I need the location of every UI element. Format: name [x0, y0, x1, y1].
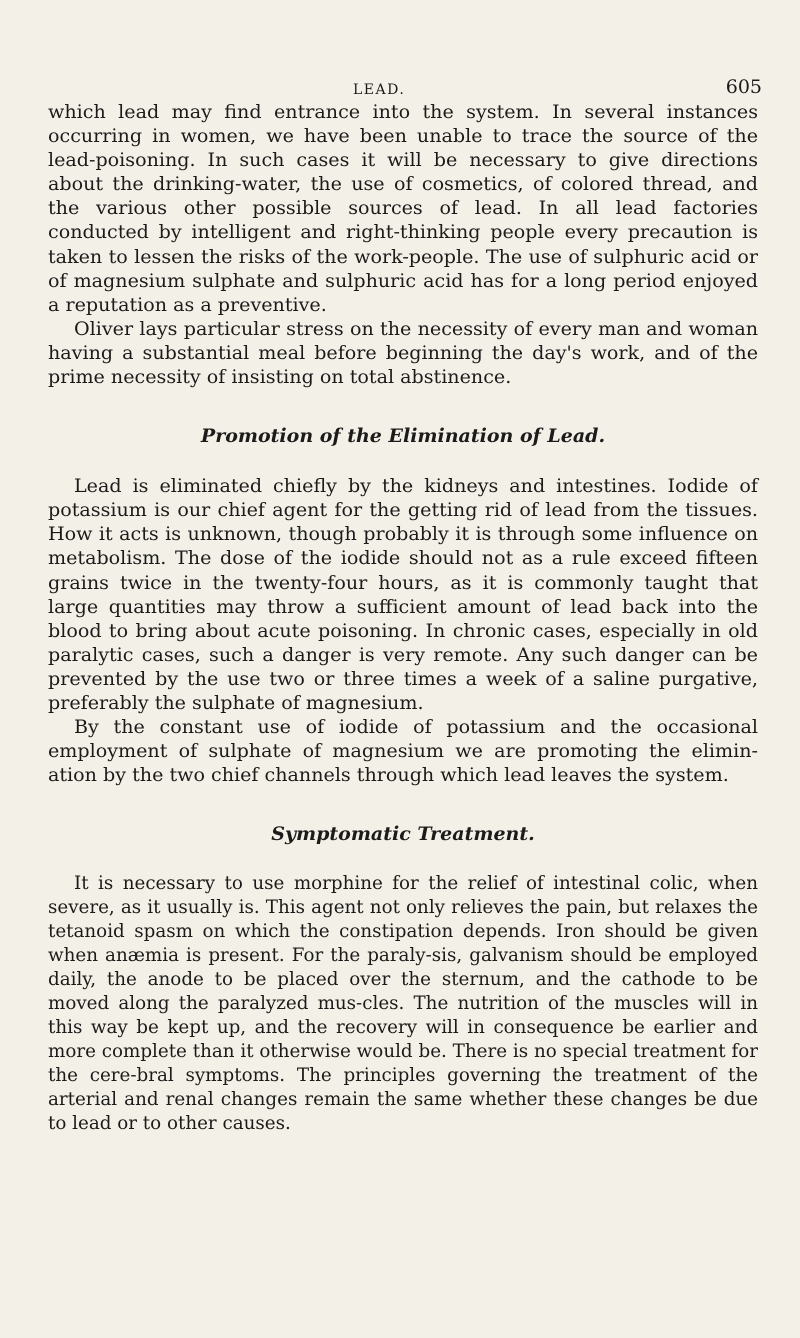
paragraph: Lead is eliminated chiefly by the kidneys and intestines. Iodide of potassium is our chief agent for the getting rid of lead from the tissues. How it acts is unknown, though probably it is through some influence on metabolism. The dose of the iodide should not as a rule exceed fifteen grains twice in the twenty-four hours, as it is commonly taught that large quantities may throw a sufficient amount of lead back into the blood to bring about acute poisoning. In chronic cases, especially in old paralytic cases, such a danger is very remote. Any such danger can be prevented by the use two or three times a week of a saline purgative, preferably the sulphate of magnesium. [48, 474, 758, 714]
running-title: LEAD. [353, 82, 406, 98]
section-heading: Symptomatic Treatment. [271, 823, 535, 846]
intro-text [48, 100, 758, 389]
paragraph: Oliver lays particular stress on the necessity of every man and woman having a substantial meal before beginning the day's work, and of the prime necessity of insisting on total abstinence. [48, 316, 758, 389]
running-header [48, 0, 762, 100]
paragraph: By the constant use of iodide of potassium and the occasional employment of sulphate of magnesium we are promoting the elimin-ation by the two chief channels through which lead leaves the system. [48, 715, 758, 787]
section-heading: Promotion of the Elimination of Lead. [200, 425, 606, 448]
section-symptomatic-treatment [48, 822, 758, 1136]
book-page [48, 0, 762, 1338]
paragraph: which lead may find entrance into the system. In several instances occurring in women, we have been unable to trace the source of the lead-poisoning. In such cases it will be necessary to give directions about the drinking-water, the use of cosmetics, of colored thread, and the various other possible sources of lead. In all lead factories conducted by intelligent and right-thinking people every precaution is taken to lessen the risks of the work-people. The use of sulphuric acid or of magnesium sulphate and sulphuric acid has for a long period enjoyed a reputation as a preventive. [48, 100, 758, 316]
section-elimination [48, 424, 758, 787]
page-number: 605 [725, 76, 762, 98]
paragraph: It is necessary to use morphine for the relief of intestinal colic, when severe, as it usually is. This agent not only relieves the pain, but relaxes the tetanoid spasm on which the constipation depends. Iron should be given when anæmia is present. For the paraly-sis, galvanism should be employed daily, the anode to be placed over the sternum, and the cathode to be moved along the paralyzed mus-cles. The nutrition of the muscles will in this way be kept up, and the recovery will in consequence be earlier and more complete than it otherwise would be. There is no special treatment for the cere-bral symptoms. The principles governing the treatment of the arterial and renal changes remain the same whether these changes be due to lead or to other causes. [48, 873, 758, 1135]
